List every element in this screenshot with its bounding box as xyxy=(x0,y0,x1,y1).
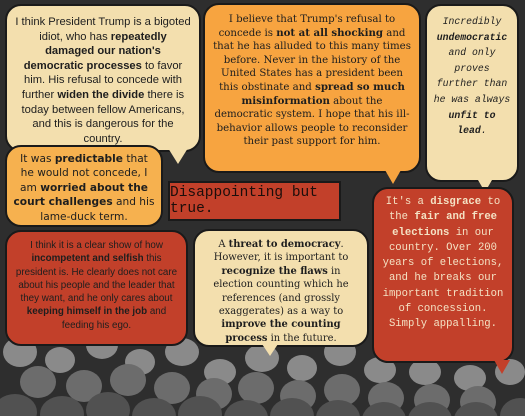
comment-text: I believe that Trump's refusal to concede is not at all shocking and that he has alluded to this many times before. Never in the history of the United States has a president been this obstinate and spread so much misinformation about the democratic system. I hope that his ill-behavior allows people to reconsider their past support for him. xyxy=(213,14,411,148)
bubble-tail xyxy=(494,360,510,374)
comment-bubble-bigoted xyxy=(5,4,201,152)
comment-bubble-disgrace xyxy=(372,187,514,363)
headline-text: Disappointing but true. xyxy=(170,185,318,217)
comment-text: I think it is a clear show of how incompetent and selfish this president is. He clearly does not care about his people and the leader that they want, and he only cares about keeping himself in the job and feeding his ego. xyxy=(15,240,178,331)
bubble-tail xyxy=(385,170,401,184)
comment-bubble-predictable xyxy=(5,145,163,227)
comment-text: Incredibly undemocratic and only proves further than he was always unfit to lead. xyxy=(433,16,511,137)
comment-text: It was predictable that he would not concede, I am worried about the court challenges and his lame-duck term. xyxy=(13,153,155,223)
bubble-tail xyxy=(168,148,188,164)
headline-banner xyxy=(168,181,341,221)
comment-bubble-not-shocking xyxy=(203,3,421,173)
comment-bubble-undemocratic xyxy=(425,4,519,182)
comment-text: I think President Trump is a bigoted idiot, who has repeatedly damaged our nation's democratic processes to favor him. His refusal to concede with further widen the divide there is today between fellow Americans, and this is dangerous for the country. xyxy=(15,16,191,145)
comment-text: A threat to democracy. However, it is important to recognize the flaws in election counting which he references (and grossly exaggerates) as a way to improve the counting process in the future. xyxy=(213,239,349,344)
bubble-tail xyxy=(262,344,278,356)
comment-text: It's a disgrace to the fair and free elections in our country. Over 200 years of elections, and he breaks our important tradition of concession. Simply appalling. xyxy=(382,196,504,331)
comment-bubble-threat xyxy=(193,229,369,347)
comment-bubble-incompetent xyxy=(5,230,188,346)
